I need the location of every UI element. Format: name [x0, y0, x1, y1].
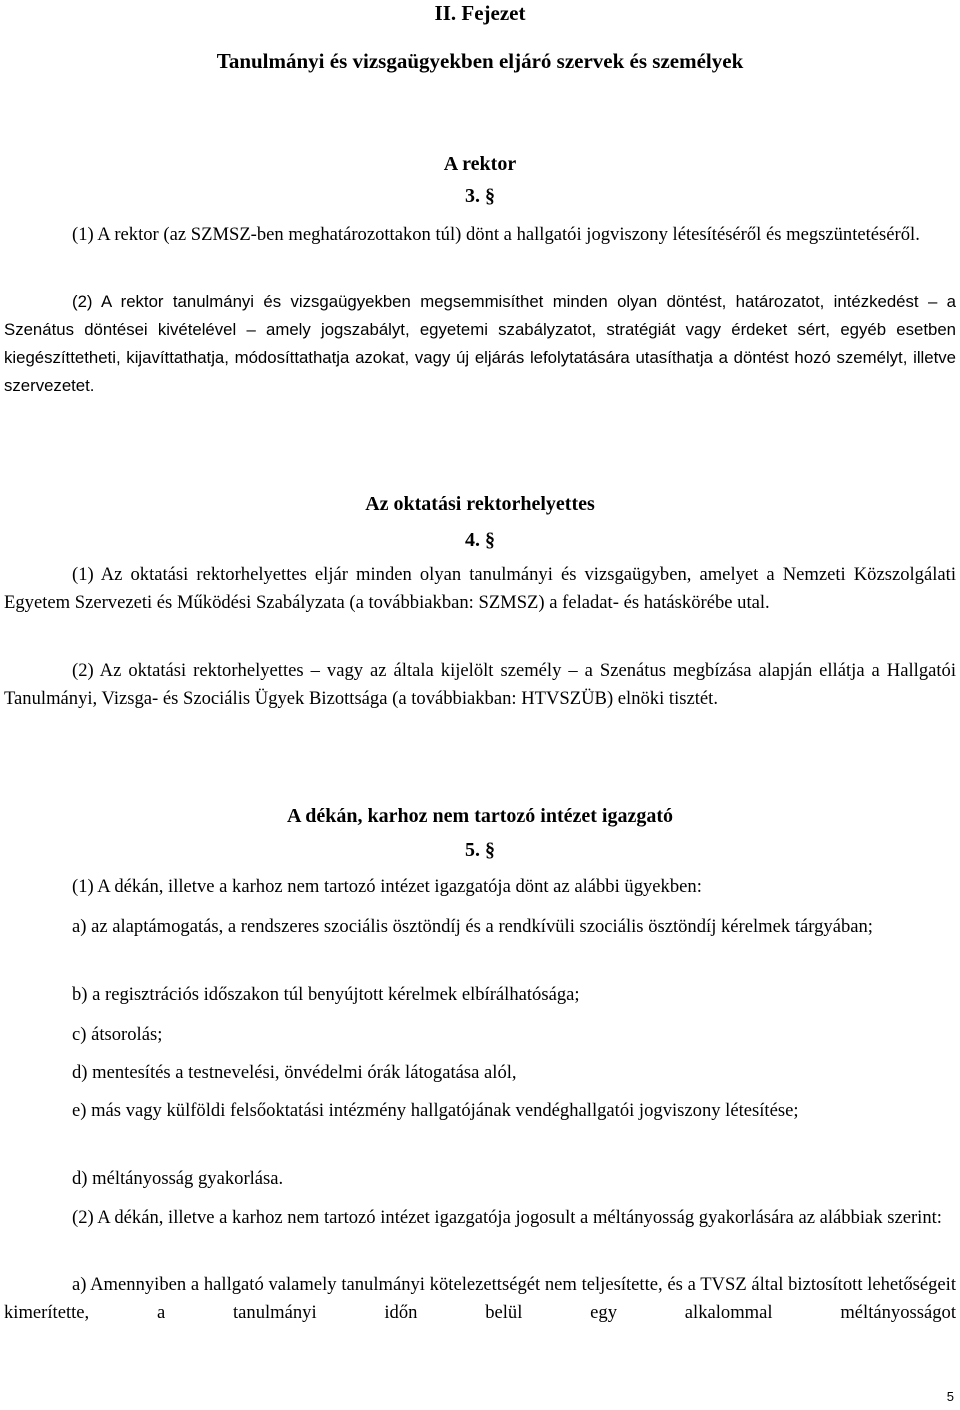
section-5-heading: A dékán, karhoz nem tartozó intézet igazgató	[286, 805, 674, 827]
section-5-item-b: b) a regisztrációs időszakon túl benyújtott kérelmek elbírálhatósága;	[72, 984, 580, 1005]
section-3-number: 3. §	[465, 185, 495, 207]
section-5-item-e: e) más vagy külföldi felsőoktatási intézmény hallgatójának vendéghallgatói jogviszony létesítése;	[72, 1100, 799, 1121]
section-4-paragraph-2: (2) Az oktatási rektorhelyettes – vagy az általa kijelölt személy – a Szenátus megbízása alapján ellátja a Hallgatói Tanulmányi, Vizsga- és Szociális Ügyek Bizottsága (a továbbiakban: HTVSZÜB) elnöki tisztét.	[4, 660, 956, 709]
section-3-heading: A rektor	[443, 153, 517, 175]
page-number: 5	[946, 1389, 954, 1404]
section-3-paragraph-2: (2) A rektor tanulmányi és vizsgaügyekben megsemmisíthet minden olyan döntést, határozatot, intézkedést – a Szenátus döntései kivételével – amely jogszabályt, egyetemi szabályzatot, stratégiát vagy érdeket sért, egyéb esetben kiegészíttetheti, kijavíttathatja, módosíttathatja azokat, vagy új eljárás lefolytatására utasíthatja a döntést hozó személyt, illetve szervezetet.	[4, 292, 956, 395]
section-5-paragraph-2: (2) A dékán, illetve a karhoz nem tartozó intézet igazgatója jogosult a méltányosság gyakorlására az alábbiak szerint:	[72, 1207, 942, 1228]
section-5-number: 5. §	[465, 839, 495, 861]
section-4-number: 4. §	[465, 529, 495, 551]
section-4-paragraph-1: (1) Az oktatási rektorhelyettes eljár minden olyan tanulmányi és vizsgaügyben, amelyet a Nemzeti Közszolgálati Egyetem Szervezeti és Működési Szabályzata (a továbbiakban: SZMSZ) a feladat- és hatáskörébe utal.	[4, 564, 956, 613]
section-5-paragraph-2-item-a: a) Amennyiben a hallgató valamely tanulmányi kötelezettségét nem teljesítette, és a TVSZ által biztosított lehetőségeit kimerítette, a tanulmányi időn belül egy alkalommal méltányosságot	[4, 1274, 956, 1323]
section-5-item-d: d) mentesítés a testnevelési, önvédelmi órák látogatása alól,	[72, 1062, 517, 1083]
section-5-paragraph-1: (1) A dékán, illetve a karhoz nem tartozó intézet igazgatója dönt az alábbi ügyekben:	[72, 876, 702, 897]
section-5-item-d2: d) méltányosság gyakorlása.	[72, 1168, 284, 1189]
chapter-number: II. Fejezet	[434, 1, 526, 25]
section-3-paragraph-1: (1) A rektor (az SZMSZ-ben meghatározottakon túl) dönt a hallgatói jogviszony létesítéséről és megszüntetéséről.	[72, 224, 920, 245]
section-5-item-c: c) átsorolás;	[72, 1024, 163, 1045]
chapter-title: Tanulmányi és vizsgaügyekben eljáró szervek és személyek	[216, 49, 744, 73]
section-4-heading: Az oktatási rektorhelyettes	[365, 493, 595, 515]
section-5-item-a: a) az alaptámogatás, a rendszeres szociális ösztöndíj és a rendkívüli szociális ösztöndíj kérelmek tárgyában;	[72, 916, 873, 937]
